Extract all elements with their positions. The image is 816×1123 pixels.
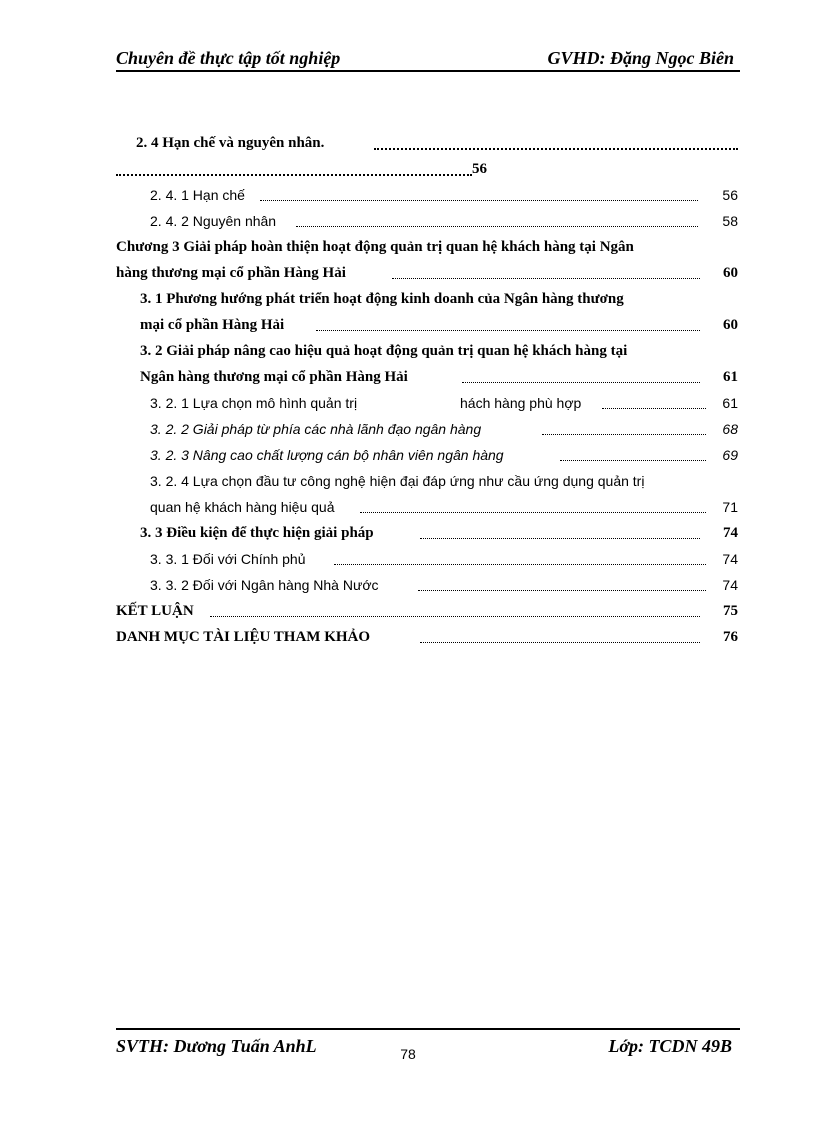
header-title: Chuyên đề thực tập tốt nghiệp [116,48,341,68]
page-header [116,48,740,72]
header-supervisor: GVHD: Đặng Ngọc Biên [547,48,734,68]
page-number: 78 [400,1046,416,1062]
footer-student: SVTH: Dương Tuấn AnhL [116,1036,317,1056]
footer-class: Lớp: TCDN 49B [608,1036,732,1056]
